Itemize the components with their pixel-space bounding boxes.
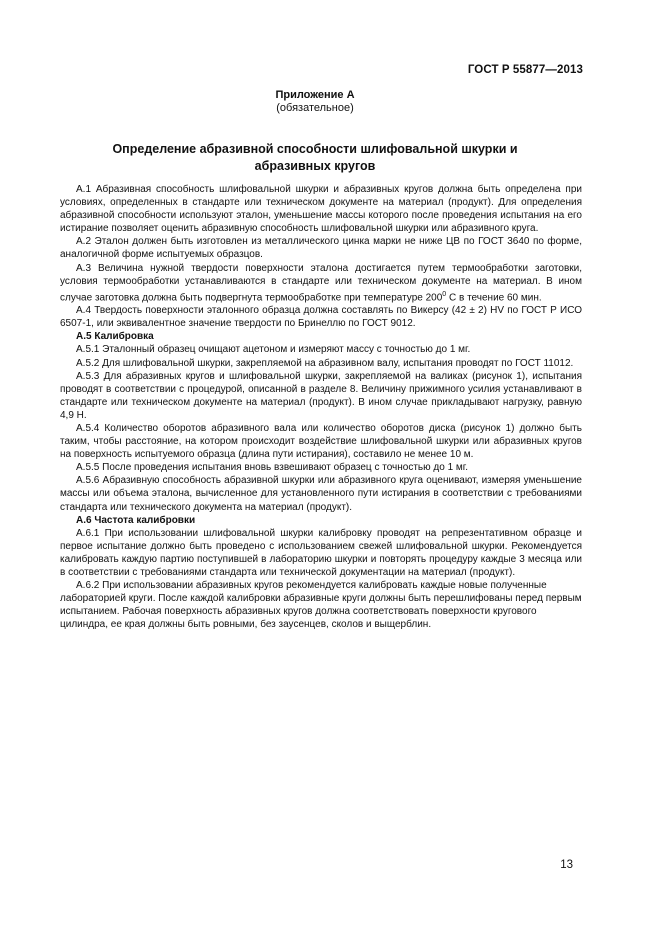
heading-a6: А.6 Частота калибровки (76, 514, 196, 526)
degree-superscript: 0 (442, 290, 447, 298)
heading-a5: А.5 Калибровка (76, 331, 154, 343)
paragraph-a5-5: А.5.5 После проведения испытания вновь взвешивают образец с точностью до 1 мг. (76, 462, 468, 474)
paragraph-a4: А.4 Твердость поверхности эталонного образца должна составлять по Викерсу (42 ± 2) HV по ГОСТ Р ИСО 6507-1, или эквивалентное значение твердости по Бринеллю по ГОСТ 9012. (60, 305, 582, 330)
section-title: Определение абразивной способности шлифовальной шкурки и абразивных кругов (112, 142, 518, 173)
paragraph-a5-2: А.5.2 Для шлифовальной шкурки, закрепляемой на абразивном валу, испытания проводят по ГОСТ 11012. (76, 357, 574, 369)
paragraph-a6-2: А.6.2 При использовании абразивных кругов рекомендуется калибровать каждые новые полученные лабораторией круги. После каждой калибровки абразивные круги должны быть перешлифованы перед первым испытанием. Рабочая поверхность абразивных кругов должна соответствовать поверхности кругового цилиндра, ее края должны быть ровными, без заусенцев, сколов и выщерблин. (60, 580, 582, 631)
paragraph-a6-1: А.6.1 При использовании шлифовальной шкурки калибровку проводят на репрезентативном образце и первое испытание должно быть проведено с использованием свежей шлифовальной шкурки. Рекомендуется калибровать каждую партию поступившей в лабораторию шкурки и повторять процедуру каждые 3 месяца или в соответствии с требованиями стандарта или технической документации на материал (продукт). (60, 527, 582, 579)
annex-title: Приложение А (275, 89, 355, 101)
paragraph-a5-4: А.5.4 Количество оборотов абразивного вала или количество оборотов диска (рисунок 1) должно быть таким, чтобы расстояние, на котором происходит воздействие шлифовальной шкурки или абразивных кругов на поверхность испытуемого образца (длина пути истирания), составило не менее 10 м. (60, 423, 582, 461)
paragraph-a3-end: С в течение 60 мин. (446, 292, 542, 304)
paragraph-a3 (60, 262, 582, 305)
document-body (60, 183, 582, 632)
paragraph-a5-6: А.5.6 Абразивную способность абразивной шкурки или абразивного круга оценивают, измеряя уменьшение массы или объема эталона, вычисленное для установленного пути истирания в соответствии с требованиями стандарта или технического документа на материал (продукт). (60, 475, 582, 513)
document-code: ГОСТ Р 55877—2013 (467, 64, 583, 76)
paragraph-a2: А.2 Эталон должен быть изготовлен из металлического цинка марки не ниже ЦВ по ГОСТ 3640 по форме, аналогичной форме испытуемых образцов. (60, 236, 582, 261)
paragraph-a3-text: А.3 Величина нужной твердости поверхности эталона достигается путем термообработки заготовки, условия термообработки устанавливаются в стандарте или техническом документе на материал. В ином случае заготовка должна быть подвергнута термообработке при температуре 200 (60, 262, 582, 304)
annex-subtitle: (обязательное) (276, 102, 354, 114)
page-number: 13 (560, 859, 573, 871)
paragraph-a1: А.1 Абразивная способность шлифовальной шкурки и абразивных кругов должна быть определена при условиях, определенных в стандарте или техническом документе на материал (продукт). Для определения абразивной способности используют эталон, уменьшение массы которого после проведения испытания на его истирание позволяет оценить абразивную способность шлифовальной шкурки или абразивного круга. (60, 184, 582, 235)
paragraph-a5-3: А.5.3 Для абразивных кругов и шлифовальной шкурки, закрепляемой на валиках (рисунок 1), испытания проводят в соответствии с процедурой, описанной в разделе 8. Величину прижимного усилия устанавливают в стандарте или техническом документе на материал (продукт). В ином случае прикладывают нагрузку, равную 4,9 Н. (60, 370, 582, 421)
paragraph-a5-1: А.5.1 Эталонный образец очищают ацетоном и измеряют массу с точностью до 1 мг. (76, 344, 471, 356)
